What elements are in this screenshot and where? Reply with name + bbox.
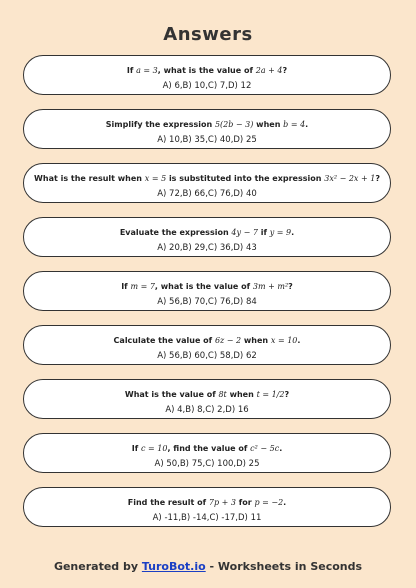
question-text: Find the result of 7p + 3 for p = −2. <box>127 498 287 507</box>
question-card-8 <box>23 433 391 473</box>
footer-prefix: Generated by <box>53 560 142 573</box>
answer-choices: A) -11,B) -14,C) -17,D) 11 <box>152 513 262 523</box>
answer-choices: A) 4,B) 8,C) 2,D) 16 <box>165 405 249 415</box>
question-card-3 <box>23 163 391 203</box>
answer-choices: A) 72,B) 66,C) 76,D) 40 <box>157 189 257 199</box>
question-text: If c = 10, find the value of c² − 5c. <box>131 444 283 453</box>
answer-choices: A) 56,B) 70,C) 76,D) 84 <box>157 297 257 307</box>
question-text: What is the value of 8t when t = 1/2? <box>124 390 290 399</box>
question-card-4 <box>23 217 391 257</box>
question-card-6 <box>23 325 391 365</box>
question-card-7 <box>23 379 391 419</box>
question-card-1 <box>23 55 391 95</box>
question-text: If a = 3, what is the value of 2a + 4? <box>126 66 288 75</box>
question-text: If m = 7, what is the value of 3m + m²? <box>121 282 293 291</box>
answer-choices: A) 10,B) 35,C) 40,D) 25 <box>157 135 257 145</box>
question-text: What is the result when x = 5 is substituted into the expression 3x² − 2x + 1? <box>34 174 380 183</box>
question-text: Simplify the expression 5(2b − 3) when b = 4. <box>105 120 309 129</box>
answer-choices: A) 20,B) 29,C) 36,D) 43 <box>157 243 257 253</box>
question-card-9 <box>23 487 391 527</box>
question-card-2 <box>23 109 391 149</box>
answer-choices: A) 56,B) 60,C) 58,D) 62 <box>157 351 257 361</box>
answer-choices: A) 6,B) 10,C) 7,D) 12 <box>162 81 252 91</box>
footer-suffix: - Worksheets in Seconds <box>205 560 363 573</box>
question-text: Evaluate the expression 4y − 7 if y = 9. <box>119 228 295 237</box>
answer-choices: A) 50,B) 75,C) 100,D) 25 <box>154 459 260 469</box>
turobot-link[interactable]: TuroBot.io <box>141 560 206 573</box>
question-card-5 <box>23 271 391 311</box>
question-text: Calculate the value of 6z − 2 when x = 10. <box>113 336 301 345</box>
footer <box>0 560 416 573</box>
page-title: Answers <box>163 24 253 45</box>
